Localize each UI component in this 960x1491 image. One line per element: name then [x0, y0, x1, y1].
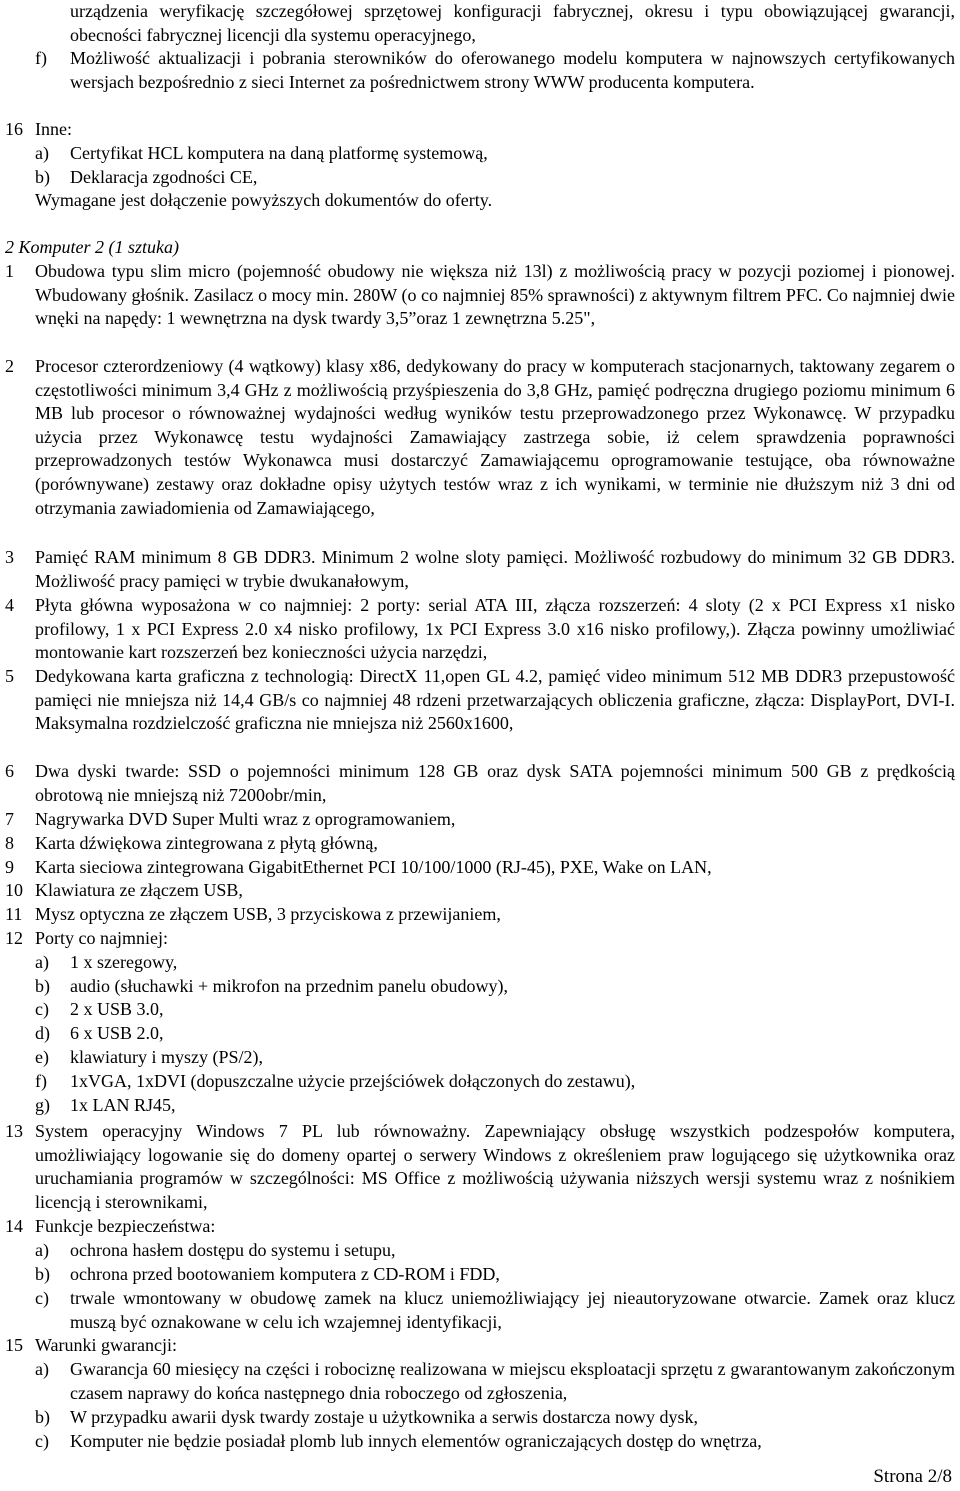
list-text: Certyfikat HCL komputera na daną platformę systemową, [70, 143, 488, 163]
list-text: Nagrywarka DVD Super Multi wraz z oprogramowaniem, [35, 809, 456, 829]
list-letter: a) [35, 952, 49, 972]
list-item-12 [0, 927, 960, 951]
list-number: 5 [5, 666, 14, 686]
list-number: 4 [5, 595, 14, 615]
list-text: Porty co najmniej: [35, 928, 168, 948]
list-item-12a [0, 951, 960, 975]
list-text: 1 x szeregowy, [70, 952, 178, 972]
list-text: Funkcje bezpieczeństwa: [35, 1216, 216, 1236]
list-item-16a [0, 142, 960, 166]
list-text: Inne: [35, 119, 72, 139]
list-number: 16 [5, 119, 23, 139]
list-text: Karta dźwiękowa zintegrowana z płytą główną, [35, 833, 378, 853]
list-number: 10 [5, 880, 23, 900]
list-item-5 [0, 665, 960, 736]
list-item-16 [0, 118, 960, 142]
list-item-14b [0, 1263, 960, 1287]
list-item-15 [0, 1334, 960, 1358]
list-item-16b [0, 166, 960, 190]
list-number: 9 [5, 857, 14, 877]
list-number: 11 [5, 904, 23, 924]
list-item-1 [0, 260, 960, 331]
list-text: 1xVGA, 1xDVI (dopuszczalne użycie przejściówek dołączonych do zestawu), [70, 1071, 636, 1091]
list-number: 3 [5, 547, 14, 567]
list-letter: a) [35, 143, 49, 163]
list-item-14 [0, 1215, 960, 1239]
list-item-7 [0, 808, 960, 832]
list-item-10 [0, 879, 960, 903]
list-letter: e) [35, 1047, 49, 1067]
list-text: trwale wmontowany w obudowę zamek na klucz uniemożliwiający jej nieautoryzowane otwarcie. Zamek oraz klucz muszą być oznakowane w celu ich wzajemnej identyfikacji, [70, 1288, 955, 1332]
list-text: 1x LAN RJ45, [70, 1095, 176, 1115]
list-letter: b) [35, 1407, 50, 1427]
list-letter: c) [35, 999, 49, 1019]
list-item-4 [0, 594, 960, 665]
list-item-12c [0, 998, 960, 1022]
list-number: 7 [5, 809, 14, 829]
list-text: Gwarancja 60 miesięcy na części i robociznę realizowana w miejscu eksploatacji sprzętu z gwarantowanym zakończonym czasem naprawy do końca następnego dnia roboczego od zgłoszenia, [70, 1359, 955, 1403]
list-number: 15 [5, 1335, 23, 1355]
list-text: 2 x USB 3.0, [70, 999, 164, 1019]
list-number: 8 [5, 833, 14, 853]
list-text: Płyta główna wyposażona w co najmniej: 2 porty: serial ATA III, złącza rozszerzeń: 4 sloty (2 x PCI Express x1 nisko profilowy, 1 x PCI Express 2.0 x4 nisko profilowy, 1x PCI Express 3.0 x16 nisko profilowy,). Złącza powinny umożliwiać montowanie kart rozszerzeń bez konieczności użycia narzędzi, [35, 595, 955, 663]
list-text: Klawiatura ze złączem USB, [35, 880, 243, 900]
list-number: 13 [5, 1121, 23, 1141]
list-item-12b [0, 975, 960, 999]
list-text: Procesor czterordzeniowy (4 wątkowy) klasy x86, dedykowany do pracy w komputerach stacjonarnych, taktowany zegarem o częstotliwości minimum 3,4 GHz z możliwością przyśpieszenia do 3,8 GHz, pamięć podręczna drugiego poziomu minimum 6 MB lub procesor o równoważnej wydajności według wyników testu przeprowadzonego przez Wykonawcę. W przypadku użycia przez Wykonawcę testu wydajności Zamawiający zastrzega sobie, iż celem sprawdzenia poprawności przeprowadzonych testów Wykonawca musi dostarczyć Zamawiającemu oprogramowanie testujące, oba równoważne (porównywane) zestawy oraz dokładne opisy użytych testów wraz z ich wynikami, w terminie nie dłuższym niż 3 dni od otrzymania zawiadomienia od Zamawiającego, [35, 356, 955, 518]
paragraph-continuation [0, 0, 960, 47]
list-item-12g [0, 1094, 960, 1118]
list-item-8 [0, 832, 960, 856]
list-number: 1 [5, 261, 14, 281]
list-text: Dedykowana karta graficzna z technologią: DirectX 11,open GL 4.2, pamięć video minimum 512 MB DDR3 przepustowość pamięci nie mniejsza niż 14,4 GB/s co najmniej 48 rdzeni przetwarzających obliczenia graficzne, złącza: DisplayPort, DVI-I. Maksymalna rozdzielczość graficzna nie mniejsza niż 2560x1600, [35, 666, 955, 734]
list-number: 2 [5, 356, 14, 376]
list-text: klawiatury i myszy (PS/2), [70, 1047, 263, 1067]
list-item-9 [0, 856, 960, 880]
list-letter: b) [35, 1264, 50, 1284]
list-item-14c [0, 1287, 960, 1334]
list-text: Dwa dyski twarde: SSD o pojemności minimum 128 GB oraz dysk SATA pojemności minimum 500 GB z prędkością obrotową nie mniejszą niż 7200obr/min, [35, 761, 955, 805]
list-item-3 [0, 546, 960, 593]
list-item-15b [0, 1406, 960, 1430]
list-letter: g) [35, 1095, 50, 1115]
list-letter: f) [35, 1071, 47, 1091]
list-item-6 [0, 760, 960, 807]
list-letter: b) [35, 976, 50, 996]
list-letter: b) [35, 167, 50, 187]
list-letter: c) [35, 1288, 49, 1308]
list-text: ochrona hasłem dostępu do systemu i setupu, [70, 1240, 396, 1260]
list-text: Możliwość aktualizacji i pobrania sterowników do oferowanego modelu komputera w najnowszych certyfikowanych wersjach bezpośrednio z sieci Internet za pośrednictwem strony WWW producenta komputera. [70, 48, 955, 92]
list-text: System operacyjny Windows 7 PL lub równoważny. Zapewniający obsługę wszystkich podzespołów komputera, umożliwiający logowanie się do domeny opartej o serwery Windows z określeniem praw logującego się użytkownika oraz uruchamiania programów w szczególności: MS Office z możliwością używania niższych wersji systemu wraz z nośnikiem licencją i sterownikami, [35, 1121, 955, 1212]
list-item-14a [0, 1239, 960, 1263]
list-item-12d [0, 1022, 960, 1046]
list-number: 14 [5, 1216, 23, 1236]
list-item-f [0, 47, 960, 94]
list-text: 6 x USB 2.0, [70, 1023, 164, 1043]
list-text: Deklaracja zgodności CE, [70, 167, 258, 187]
page-number: Strona 2/8 [873, 1466, 952, 1488]
note [0, 189, 960, 213]
list-letter: c) [35, 1431, 49, 1451]
list-text: Mysz optyczna ze złączem USB, 3 przyciskowa z przewijaniem, [35, 904, 501, 924]
list-text: ochrona przed bootowaniem komputera z CD-ROM i FDD, [70, 1264, 500, 1284]
list-text: Pamięć RAM minimum 8 GB DDR3. Minimum 2 wolne sloty pamięci. Możliwość rozbudowy do minimum 32 GB DDR3. Możliwość pracy pamięci w trybie dwukanałowym, [35, 547, 955, 591]
list-text: audio (słuchawki + mikrofon na przednim panelu obudowy), [70, 976, 509, 996]
list-letter: a) [35, 1240, 49, 1260]
list-item-11 [0, 903, 960, 927]
list-item-2 [0, 355, 960, 520]
section-heading: 2 Komputer 2 (1 sztuka) [5, 237, 179, 257]
list-number: 12 [5, 928, 23, 948]
list-item-12f [0, 1070, 960, 1094]
list-text: Obudowa typu slim micro (pojemność obudowy nie większa niż 13l) z możliwością pracy w pozycji poziomej i pionowej. Wbudowany głośnik. Zasilacz o mocy min. 280W (o co najmniej 85% sprawności) z aktywnym filtrem PFC. Co najmniej dwie wnęki na napędy: 1 wewnętrzna na dysk twardy 3,5”oraz 1 zewnętrzna 5.25", [35, 261, 955, 329]
list-letter: a) [35, 1359, 49, 1379]
list-letter: d) [35, 1023, 50, 1043]
list-letter: f) [35, 48, 47, 68]
paragraph-text: urządzenia weryfikację szczegółowej sprzętowej konfiguracji fabrycznej, okresu i typu obowiązującej gwarancji, obecności fabrycznej licencji dla systemu operacyjnego, [70, 1, 955, 45]
list-item-12e [0, 1046, 960, 1070]
list-item-13 [0, 1120, 960, 1214]
list-text: W przypadku awarii dysk twardy zostaje u użytkownika a serwis dostarcza nowy dysk, [70, 1407, 698, 1427]
list-item-15c [0, 1430, 960, 1454]
note-text: Wymagane jest dołączenie powyższych dokumentów do oferty. [35, 190, 493, 210]
list-text: Warunki gwarancji: [35, 1335, 177, 1355]
list-text: Komputer nie będzie posiadał plomb lub innych elementów ograniczających dostęp do wnętrza, [70, 1431, 762, 1451]
list-text: Karta sieciowa zintegrowana GigabitEthernet PCI 10/100/1000 (RJ-45), PXE, Wake on LAN, [35, 857, 712, 877]
list-number: 6 [5, 761, 14, 781]
list-item-15a [0, 1358, 960, 1405]
